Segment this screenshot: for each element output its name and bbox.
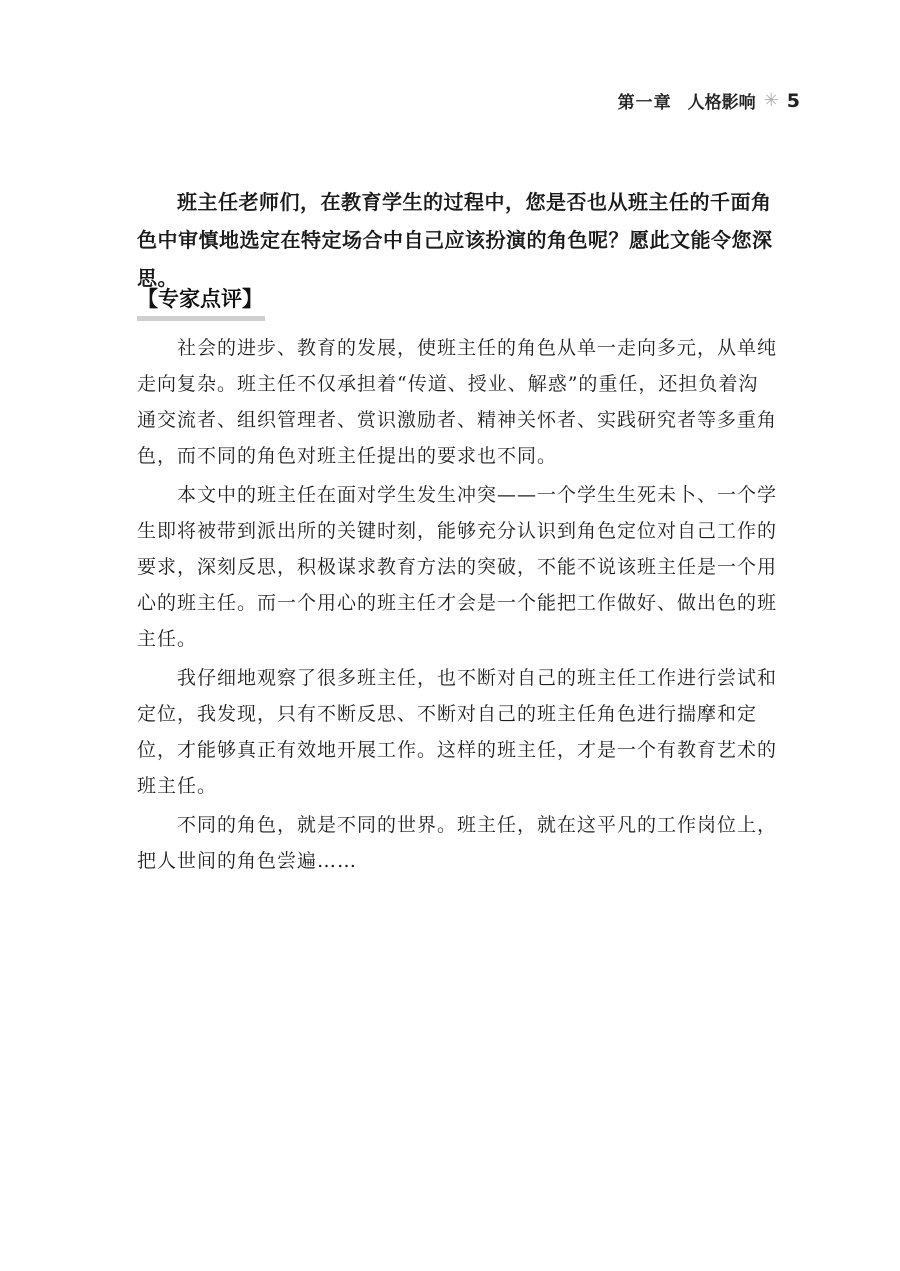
commentary-paragraph-3: 我仔细地观察了很多班主任，也不断对自己的班主任工作进行尝试和定位，我发现，只有不断反思、不断对自己的班主任角色进行揣摩和定位，才能够真正有效地开展工作。这样的班主任，才是一个有教育艺术的班主任。 [137, 667, 778, 797]
chapter-number: 第一章 [617, 93, 672, 113]
page-number: 5 [786, 89, 800, 112]
asterisk-icon: ✳ [763, 90, 779, 111]
commentary-paragraph-2: 本文中的班主任在面对学生发生冲突——一个学生生死未卜、一个学生即将被带到派出所的关键时刻，能够充分认识到角色定位对自己工作的要求，深刻反思，积极谋求教育方法的突破，不能不说该班主任是一个用心的班主任。而一个用心的班主任才会是一个能把工作做好、做出色的班主任。 [137, 484, 778, 650]
section-heading: 【专家点评】 [137, 282, 265, 321]
commentary-body [137, 330, 777, 882]
running-header [618, 88, 800, 113]
chapter-title: 人格影响 [687, 93, 756, 113]
intro-paragraph: 班主任老师们，在教育学生的过程中，您是否也从班主任的千面角色中审慎地选定在特定场合中自己应该扮演的角色呢？愿此文能令您深思。 [137, 190, 773, 290]
commentary-paragraph-1: 社会的进步、教育的发展，使班主任的角色从单一走向多元，从单纯走向复杂。班主任不仅承担着“传道、授业、解惑”的重任，还担负着沟通交流者、组织管理者、赏识激励者、精神关怀者、实践研究者等多重角色，而不同的角色对班主任提出的要求也不同。 [137, 337, 778, 467]
commentary-paragraph-4: 不同的角色，就是不同的世界。班主任，就在这平凡的工作岗位上，把人世间的角色尝遍…… [137, 814, 778, 872]
